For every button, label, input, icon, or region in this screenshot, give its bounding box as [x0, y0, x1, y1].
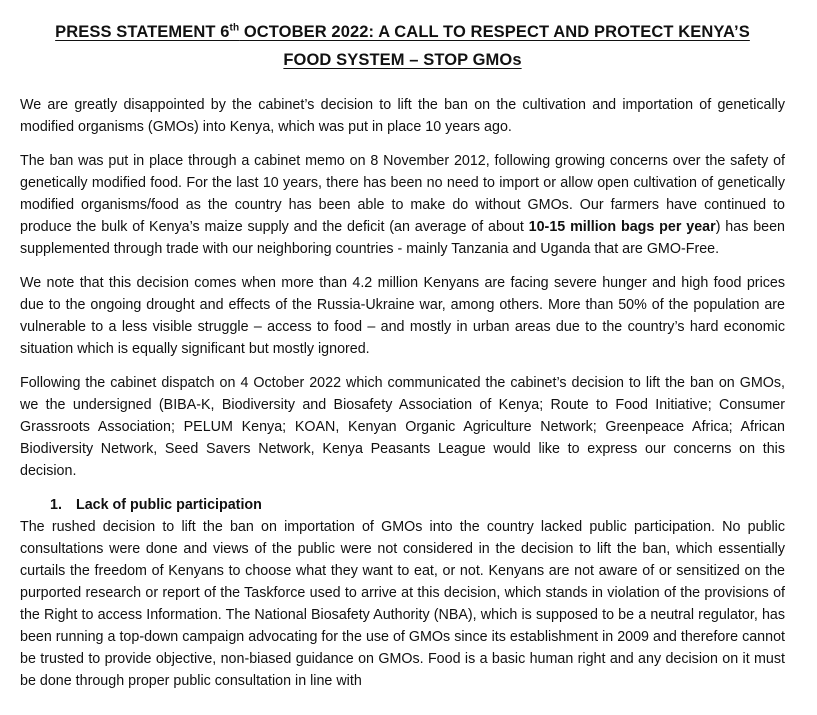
- paragraph-undersigned: Following the cabinet dispatch on 4 October 2022 which communicated the cabinet’s decision to lift the ban on GMOs, we the undersigned (BIBA-K, Biodiversity and Biosafety Association of Kenya; Route to Food Initiative; Consumer Grassroots Association; PELUM Kenya; KOAN, Kenyan Organic Agriculture Network; Greenpeace Africa; African Biodiversity Network, Seed Savers Network, Kenya Peasants League would like to express our concerns on this decision.: [20, 375, 785, 479]
- title-line-1-pre: PRESS STATEMENT 6: [55, 23, 230, 41]
- title-line-1-post: OCTOBER 2022: A CALL TO RESPECT AND PROTECT KENYA’S: [239, 23, 750, 41]
- paragraph-cabinet-decision: We are greatly disappointed by the cabinet’s decision to lift the ban on the cultivation and importation of genetically modified organisms (GMOs) into Kenya, which was put in place 10 years ago.: [20, 97, 785, 135]
- paragraph-ban-history: [20, 150, 785, 260]
- title-ordinal-superscript: th: [229, 22, 240, 34]
- paragraph-hunger-context: We note that this decision comes when more than 4.2 million Kenyans are facing severe hunger and high food prices due to the ongoing drought and effects of the Russia-Ukraine war, among others. More than 50% of the population are vulnerable to a less visible struggle – access to food – and mostly in urban areas due to the country’s hard economic situation which is equally significant but mostly ignored.: [20, 275, 785, 357]
- paragraph-public-participation: The rushed decision to lift the ban on importation of GMOs into the country lacked public participation. No public consultations were done and views of the public were not considered in the decision to lift the ban, which essentially curtails the freedom of Kenyans to choose what they want to eat, or not. Kenyans are not aware of or sensitized on the purported research or report of the Taskforce used to arrive at this decision, which stands in violation of the provisions of the Right to access Information. The National Biosafety Authority (NBA), which is supposed to be a neutral regulator, has been running a top-down campaign advocating for the use of GMOs since its establishment in 2009 and therefore cannot be trusted to provide objective, non-biased guidance on GMOs. Food is a basic human right and any decision on it must be done through proper public consultation in line with: [20, 519, 785, 689]
- title-line-1: [20, 18, 785, 46]
- title-line-2: FOOD SYSTEM – STOP GMOs: [283, 51, 522, 69]
- document-title: [20, 18, 785, 74]
- paragraph-ban-history-text-start: The ban was put in place through a cabinet memo on 8 November 2012, following growing concerns over the safety of genetically modified food. For the last 10 years, there has been no need to import or allow open cultivation of genetically modified organisms/food as the country has been able to make do without GMOs. Our farmers have continued to produce the bulk of Kenya’s maize supply and the deficit (an average of about: [20, 153, 785, 235]
- paragraph-ban-history-text-end: ) has been supplemented through trade with our neighboring countries - mainly Tanzania and Uganda that are GMO-Free.: [20, 219, 786, 257]
- press-statement-page: [20, 0, 785, 692]
- section-number: 1.: [50, 497, 62, 513]
- section-heading-text: Lack of public participation: [76, 497, 262, 513]
- paragraph-ban-history-bold: 10-15 million bags per year: [528, 219, 716, 235]
- section-heading-public-participation: [20, 494, 785, 516]
